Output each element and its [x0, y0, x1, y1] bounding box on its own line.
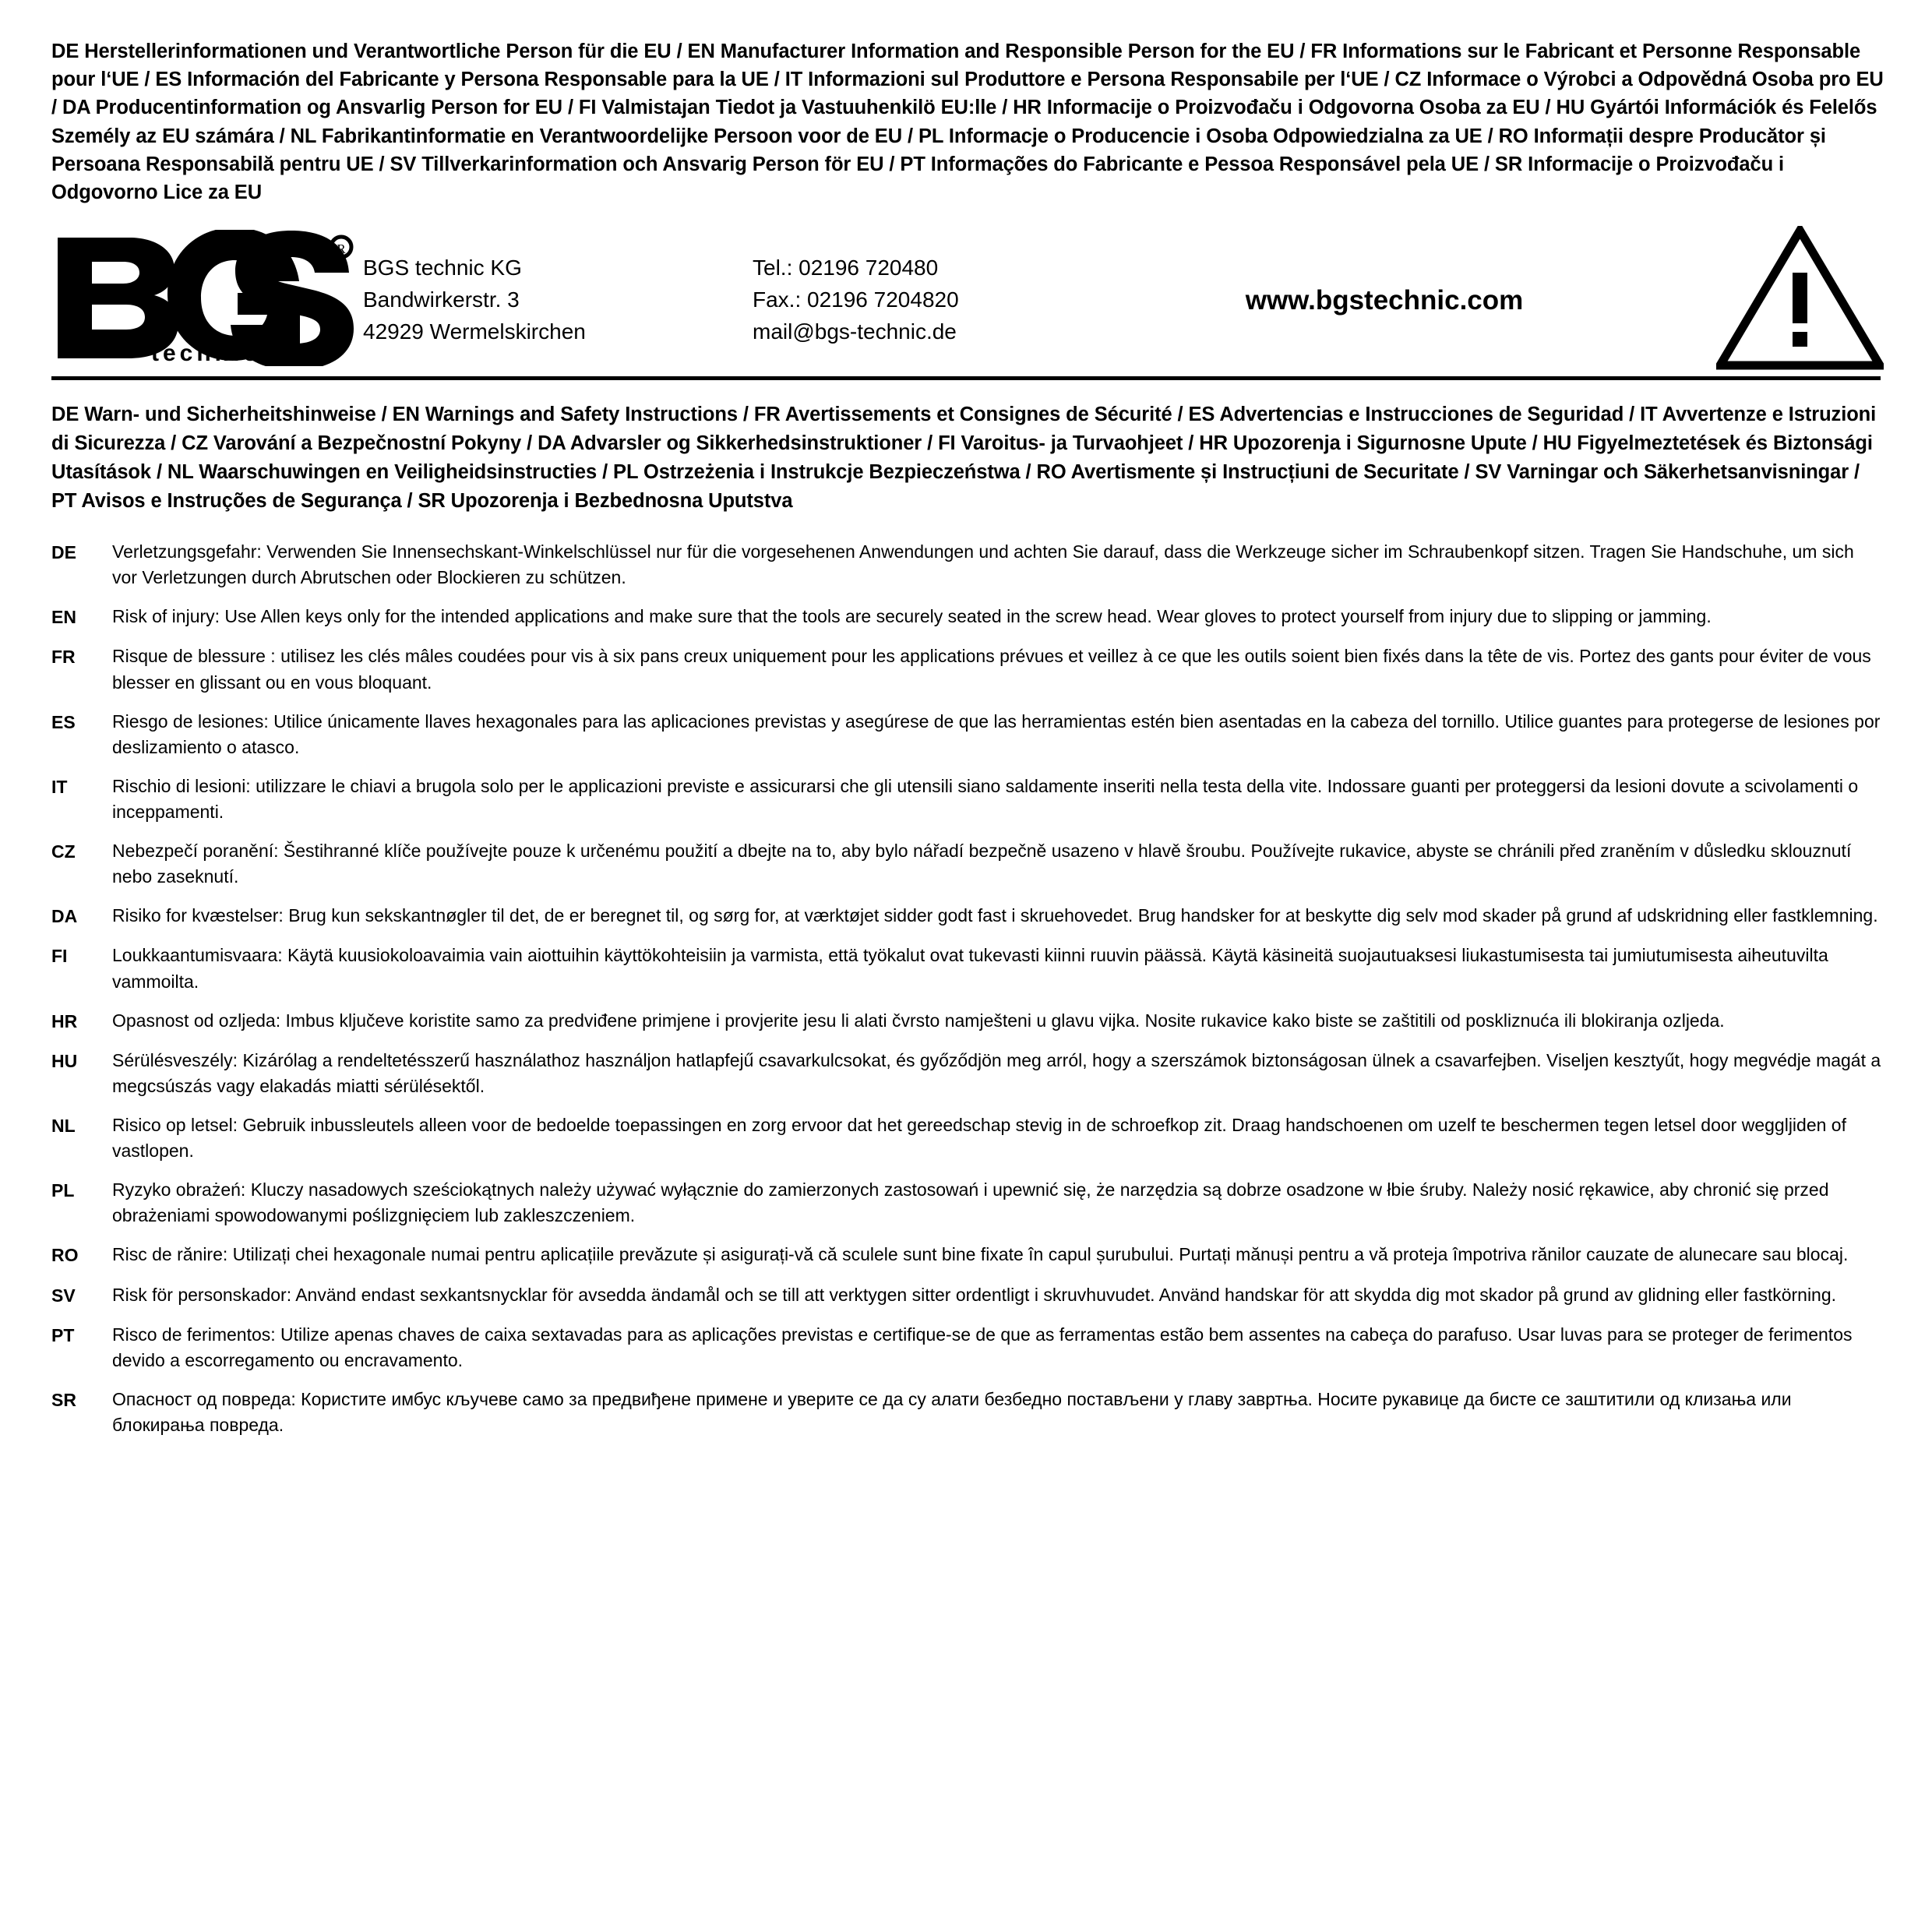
- warning-row-sr: [51, 1387, 1884, 1438]
- language-code: SV: [51, 1285, 76, 1306]
- warning-row-fi: [51, 943, 1884, 994]
- language-code: IT: [51, 776, 68, 797]
- company-info-band: [48, 224, 1884, 372]
- warning-text: Verletzungsgefahr: Verwenden Sie Innensechskant-Winkelschlüssel nur für die vorgesehenen Anwendungen und achten Sie darauf, dass die Werkzeuge sicher im Schraubenkopf sitzen. Tragen Sie Handschuhe, um sich vor Verletzungen durch Abrutschen oder Blockieren zu schützen.: [112, 541, 1854, 588]
- warning-text: Risco de ferimentos: Utilize apenas chaves de caixa sextavadas para as aplicações previstas e certifique-se de que as ferramentas estão bem assentes na cabeça do parafuso. Usar luvas para se proteger de ferimentos devido a escorregamento ou encravamento.: [112, 1324, 1853, 1370]
- warning-text: Ryzyko obrażeń: Kluczy nasadowych sześciokątnych należy używać wyłącznie do zamierzonych zastosowań i upewnić się, że narzędzia są dobrze osadzone w łbie śruby. Należy nosić rękawice, aby chronić się przed obrażeniami spowodowanymi poślizgnięciem lub zakleszczeniem.: [112, 1179, 1829, 1226]
- warning-row-ro: [51, 1242, 1884, 1268]
- warning-row-en: [51, 604, 1884, 630]
- warning-text: Risk för personskador: Använd endast sexkantsnycklar för avsedda ändamål och se till att verktygen sitter ordentligt i skruvhuvudet. Använd handskar för att skydda dig mot skador på grund av glidning eller fastkörning.: [112, 1284, 1837, 1305]
- language-code: FR: [51, 647, 76, 668]
- warnings-list: [48, 539, 1884, 1438]
- warning-text: Risk of injury: Use Allen keys only for the intended applications and make sure that the tools are securely seated in the screw head. Wear gloves to protect yourself from injury due to slipping or jamming.: [112, 606, 1712, 627]
- svg-text:R: R: [337, 241, 346, 256]
- language-code: CZ: [51, 841, 76, 862]
- warning-row-pt: [51, 1322, 1884, 1373]
- manufacturer-info-heading: DE Herstellerinformationen und Verantwortliche Person für die EU / EN Manufacturer Information and Responsible Person for the EU / FR Informations sur le Fabricant et Personne Responsable pour l‘UE / ES Información del Fabricante y Persona Responsable para la UE / IT Informazioni sul Produttore e Persona Responsabile per l‘UE / CZ Informace o Výrobci a Odpovědná Osoba pro EU / DA Producentinformation og Ansvarlig Person for EU / FI Valmistajan Tiedot ja Vastuuhenkilö EU:lle / HR Informacije o Proizvođaču i Odgovorna Osoba za EU / HU Gyártói Információk és Felelős Személy az EU számára / NL Fabrikantinformatie en Verantwoordelijke Persoon voor de EU / PL Informacje o Producencie i Osoba Odpowiedzialna za UE / RO Informații despre Producător și Persoana Responsabilă pentru UE / SV Tillverkarinformation och Ansvarig Person för EU / PT Informações do Fabricante e Pessoa Responsável pela UE / SR Informacije o Proizvođaču i Odgovorno Lice za EU: [51, 41, 1884, 204]
- warning-text: Opasnost od ozljeda: Imbus ključeve koristite samo za predviđene primjene i provjerite jesu li alati čvrsto namješteni u glavu vijka. Nosite rukavice kako biste se zaštitili od poskliznuća ili blokiranja ozljeda.: [112, 1010, 1725, 1031]
- svg-text:technic: technic: [151, 340, 261, 366]
- warning-text: Risico op letsel: Gebruik inbussleutels alleen voor de bedoelde toepassingen en zorg ervoor dat het gereedschap stevig in de schroefkop zit. Draag handschoenen om uzelf te beschermen tegen letsel door weggljiden of vastlopen.: [112, 1114, 1846, 1162]
- header-divider: [51, 376, 1881, 380]
- warning-text: Опасност од повреда: Користите имбус кључеве само за предвиђене примене и уверите се да су алати безбедно постављени у главу завртња. Носите рукавице да бисте се заштитили од клизања или блокирања повреда.: [112, 1388, 1792, 1435]
- warning-row-hr: [51, 1008, 1884, 1035]
- warning-text: Rischio di lesioni: utilizzare le chiavi a brugola solo per le applicazioni previste e assicurarsi che gli utensili siano saldamente inseriti nella testa della vite. Indossare guanti per proteggersi da lesioni dovute a scivolamenti o inceppamenti.: [112, 775, 1859, 822]
- company-website[interactable]: www.bgstechnic.com: [1245, 285, 1524, 316]
- company-street: Bandwirkerstr. 3: [363, 287, 520, 312]
- warning-row-hu: [51, 1048, 1884, 1099]
- company-name: BGS technic KG: [363, 256, 522, 280]
- language-code: NL: [51, 1115, 76, 1136]
- company-city: 42929 Wermelskirchen: [363, 319, 586, 344]
- warning-text: Loukkaantumisvaara: Käytä kuusiokoloavaimia vain aiottuihin käyttökohteisiin ja varmista, että työkalut ovat tukevasti kiinni ruuvin päässä. Käytä käsineitä suojautuaksesi liukastumisesta tai jumiutumisesta aiheutuvilta vammoilta.: [112, 945, 1828, 992]
- language-code: EN: [51, 607, 76, 628]
- language-code: FI: [51, 946, 68, 967]
- warning-row-de: [51, 539, 1884, 591]
- warning-row-sv: [51, 1282, 1884, 1309]
- warning-text: Nebezpečí poranění: Šestihranné klíče používejte pouze k určenému použití a dbejte na to, aby bylo nářadí bezpečně usazeno v hlavě šroubu. Používejte rukavice, abyste se chránili před zraněním v důsledku sklouznutí nebo zaseknutí.: [112, 841, 1852, 887]
- company-fax: Fax.: 02196 7204820: [753, 287, 959, 312]
- language-code: HU: [51, 1050, 78, 1071]
- warning-row-pl: [51, 1177, 1884, 1229]
- warning-text: Risc de rănire: Utilizați chei hexagonale numai pentru aplicațiile prevăzute și asigurați-vă că sculele sunt bine fixate în capul șurubului. Purtați mănuși pentru a vă proteja împotriva rănilor cauzate de alunecare sau blocaj.: [112, 1244, 1849, 1265]
- language-code: DE: [51, 542, 76, 563]
- warning-row-da: [51, 903, 1884, 929]
- warning-row-nl: [51, 1112, 1884, 1164]
- language-code: PT: [51, 1324, 75, 1345]
- safety-instructions-heading: DE Warn- und Sicherheitshinweise / EN Warnings and Safety Instructions / FR Avertissements et Consignes de Sécurité / ES Advertencias e Instrucciones de Seguridad / IT Avvertenze e Istruzioni di Sicurezza / CZ Varování a Bezpečnostní Pokyny / DA Advarsler og Sikkerhedsinstruktioner / FI Varoitus- ja Turvaohjeet / HR Upozorenja i Sigurnosne Upute / HU Figyelmeztetések és Biztonsági Utasítások / NL Waarschuwingen en Veiligheidsinstructies / PL Ostrzeżenia i Instrukcje Bezpieczeństwa / RO Avertismente și Instrucțiuni de Securitate / SV Varningar och Säkerhetsanvisningar / PT Avisos e Instruções de Segurança / SR Upozorenja i Bezbednosna Uputstva: [51, 404, 1877, 513]
- company-tel: Tel.: 02196 720480: [753, 256, 939, 280]
- warning-triangle-icon: [1705, 226, 1884, 370]
- warning-text: Risiko for kvæstelser: Brug kun sekskantnøgler til det, de er beregnet til, og sørg for, at værktøjet sidder godt fast i skruehovedet. Brug handsker for at beskytte dig selv mod skader på grund af udskridning eller fastklemning.: [112, 905, 1878, 926]
- company-email[interactable]: mail@bgs-technic.de: [753, 319, 957, 344]
- language-code: SR: [51, 1389, 76, 1410]
- language-code: DA: [51, 906, 78, 927]
- language-code: RO: [51, 1245, 79, 1266]
- warning-text: Risque de blessure : utilisez les clés mâles coudées pour vis à six pans creux uniquement pour les applications prévues et veillez à ce que les outils soient bien fixés dans la tête de vis. Portez des gants pour éviter de vous blesser en glissant ou en vous bloquant.: [112, 646, 1871, 693]
- warning-row-es: [51, 709, 1884, 760]
- company-address: [363, 248, 753, 347]
- language-code: ES: [51, 711, 76, 732]
- bgs-logo: [51, 230, 363, 366]
- warning-row-it: [51, 774, 1884, 825]
- warning-row-cz: [51, 838, 1884, 890]
- language-code: PL: [51, 1180, 75, 1201]
- warning-text: Sérülésveszély: Kizárólag a rendeltetésszerű használathoz használjon hatlapfejű csavarkulcsokat, és győződjön meg arról, hogy a szerszámok biztonságosan ülnek a csavarfejben. Viseljen kesztyűt, hogy megvédje magát a megcsúszás vagy elakadás miatti sérülésektől.: [112, 1049, 1881, 1096]
- warning-row-fr: [51, 643, 1884, 695]
- warning-text: Riesgo de lesiones: Utilice únicamente llaves hexagonales para las aplicaciones previstas y asegúrese de que las herramientas estén bien asentadas en la cabeza del tornillo. Utilice guantes para protegerse de lesiones por deslizamiento o atasco.: [112, 710, 1881, 757]
- language-code: HR: [51, 1010, 78, 1031]
- company-contact: [753, 248, 1088, 347]
